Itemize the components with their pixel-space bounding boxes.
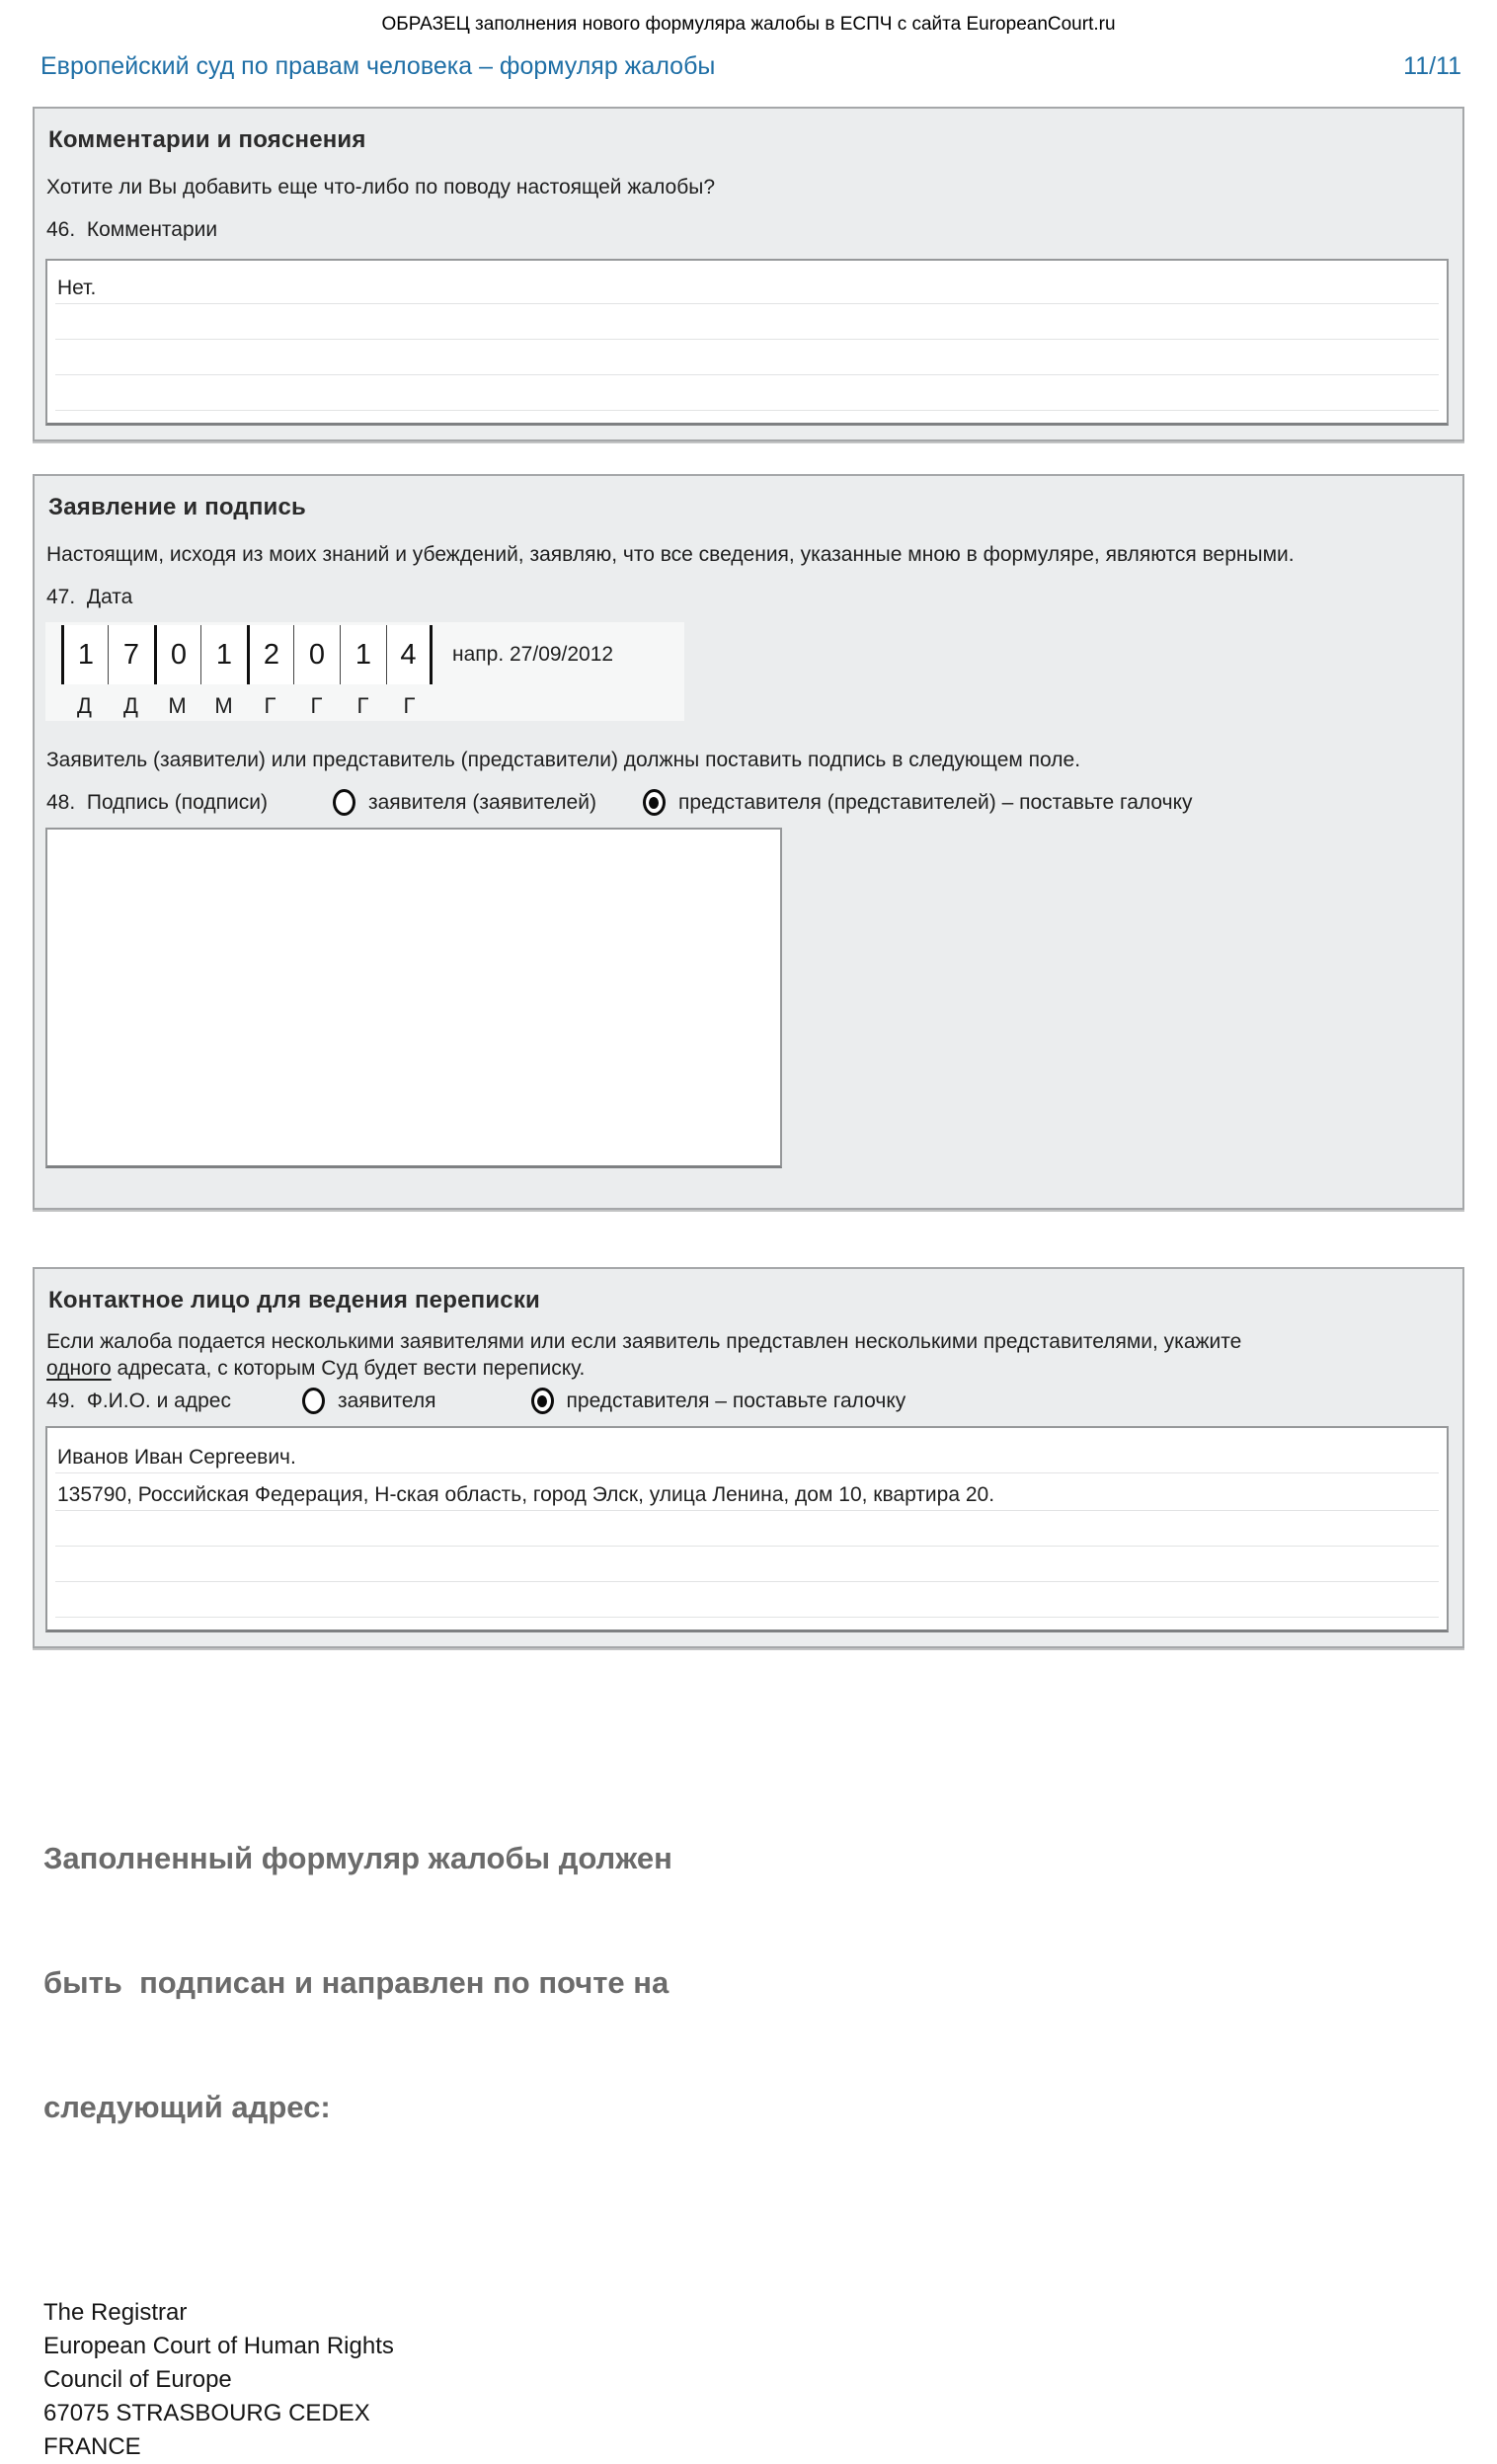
- radio-representative-signature[interactable]: [643, 789, 666, 816]
- signature-input[interactable]: [45, 828, 782, 1168]
- mailing-instruction-line: Заполненный формуляр жалобы должен: [43, 1841, 672, 1875]
- form-title: Европейский суд по правам человека – формуляр жалобы: [40, 52, 716, 80]
- date-letter: Д: [123, 693, 138, 718]
- contact-address-line: [55, 1473, 1439, 1511]
- contact-address-value: 135790, Российская Федерация, Н-ская область, город Элск, улица Ленина, дом 10, квартира 20.: [57, 1483, 995, 1506]
- comments-section: [33, 107, 1464, 441]
- contact-name-value: Иванов Иван Сергеевич.: [57, 1446, 296, 1469]
- radio-applicant-contact-label: заявителя: [337, 1389, 436, 1412]
- contact-section: [33, 1267, 1464, 1648]
- date-digit-cell[interactable]: 1: [340, 625, 386, 684]
- date-letter: М: [214, 693, 233, 718]
- signature-field-label: 48. Подпись (подписи): [46, 790, 268, 814]
- court-address-line: European Court of Human Rights: [43, 2333, 394, 2359]
- date-letter: М: [168, 693, 187, 718]
- contact-field-label: 49. Ф.И.О. и адрес: [46, 1389, 231, 1412]
- mailing-instruction-line: быть подписан и направлен по почте на: [43, 1965, 670, 2000]
- date-format-letters: [61, 684, 613, 719]
- date-example: напр. 27/09/2012: [452, 643, 614, 666]
- radio-representative-contact[interactable]: [531, 1388, 554, 1414]
- contact-note-line1: Если жалоба подается несколькими заявителями или если заявитель представлен несколькими представителями, укажите: [46, 1330, 1242, 1353]
- comments-line-2: [55, 304, 1439, 340]
- date-field-area: [45, 622, 684, 721]
- comments-question: Хотите ли Вы добавить еще что-либо по поводу настоящей жалобы?: [46, 176, 716, 199]
- watermark-title: ОБРАЗЕЦ заполнения нового формуляра жалобы в ЕСПЧ с сайта EuropeanCourt.ru: [381, 14, 1116, 35]
- date-digit-cell[interactable]: 1: [61, 625, 108, 684]
- date-letter: Г: [264, 693, 276, 718]
- date-letter: Г: [310, 693, 323, 718]
- contact-input[interactable]: [45, 1426, 1449, 1632]
- court-address-line: The Registrar: [43, 2299, 188, 2326]
- contact-note-line2: адресата, с которым Суд будет вести переписку.: [111, 1357, 586, 1380]
- date-letter: Г: [356, 693, 369, 718]
- radio-applicant-signature[interactable]: [333, 789, 355, 816]
- contact-name-line: [55, 1436, 1439, 1473]
- mailing-instruction: [43, 1755, 1497, 2211]
- contact-radio-row: [46, 1388, 1449, 1414]
- contact-note: [46, 1328, 1449, 1382]
- radio-representative-contact-label: представителя – поставьте галочку: [566, 1389, 906, 1412]
- court-address-line: 67075 STRASBOURG CEDEX: [43, 2400, 370, 2426]
- application-form-page: [0, 14, 1497, 2464]
- contact-line-3: [55, 1511, 1439, 1547]
- page-header: [40, 52, 1461, 81]
- contact-section-title: Контактное лицо для ведения переписки: [48, 1287, 540, 1313]
- date-digit-cell[interactable]: 4: [386, 625, 433, 684]
- page-number: 11/11: [1403, 52, 1461, 80]
- comments-line-1: [55, 269, 1439, 304]
- court-address: [43, 2296, 1497, 2464]
- date-input[interactable]: [61, 625, 433, 684]
- signature-radio-row: [46, 789, 1449, 816]
- contact-line-4: [55, 1547, 1439, 1582]
- date-digit-cell[interactable]: 7: [108, 625, 154, 684]
- date-letter: Д: [77, 693, 92, 718]
- comments-input[interactable]: [45, 259, 1449, 426]
- date-digit-cell[interactable]: 1: [200, 625, 247, 684]
- court-address-line: Council of Europe: [43, 2366, 232, 2393]
- signature-note: Заявитель (заявители) или представитель (представители) должны поставить подпись в следующем поле.: [46, 749, 1081, 771]
- radio-applicant-contact[interactable]: [302, 1388, 325, 1414]
- court-address-line: FRANCE: [43, 2433, 141, 2460]
- date-digit-cell[interactable]: 2: [247, 625, 293, 684]
- declaration-section-title: Заявление и подпись: [48, 494, 307, 520]
- radio-applicant-signature-label: заявителя (заявителей): [367, 790, 596, 814]
- comments-field-label: 46. Комментарии: [46, 218, 218, 241]
- comments-section-title: Комментарии и пояснения: [48, 126, 366, 153]
- contact-line-5: [55, 1582, 1439, 1618]
- date-digit-cell[interactable]: 0: [154, 625, 200, 684]
- contact-note-underlined-word: одного: [46, 1357, 112, 1380]
- date-field-label: 47. Дата: [46, 586, 133, 608]
- declaration-statement: Настоящим, исходя из моих знаний и убеждений, заявляю, что все сведения, указанные мною в формуляре, являются верными.: [46, 543, 1295, 566]
- mailing-instruction-line: следующий адрес:: [43, 2090, 331, 2124]
- date-letter: Г: [403, 693, 416, 718]
- comments-line-3: [55, 340, 1439, 375]
- declaration-section: [33, 474, 1464, 1210]
- comments-value: Нет.: [57, 277, 97, 299]
- radio-representative-signature-label: представителя (представителей) – поставьте галочку: [677, 790, 1193, 814]
- comments-line-4: [55, 375, 1439, 411]
- date-digit-cell[interactable]: 0: [293, 625, 340, 684]
